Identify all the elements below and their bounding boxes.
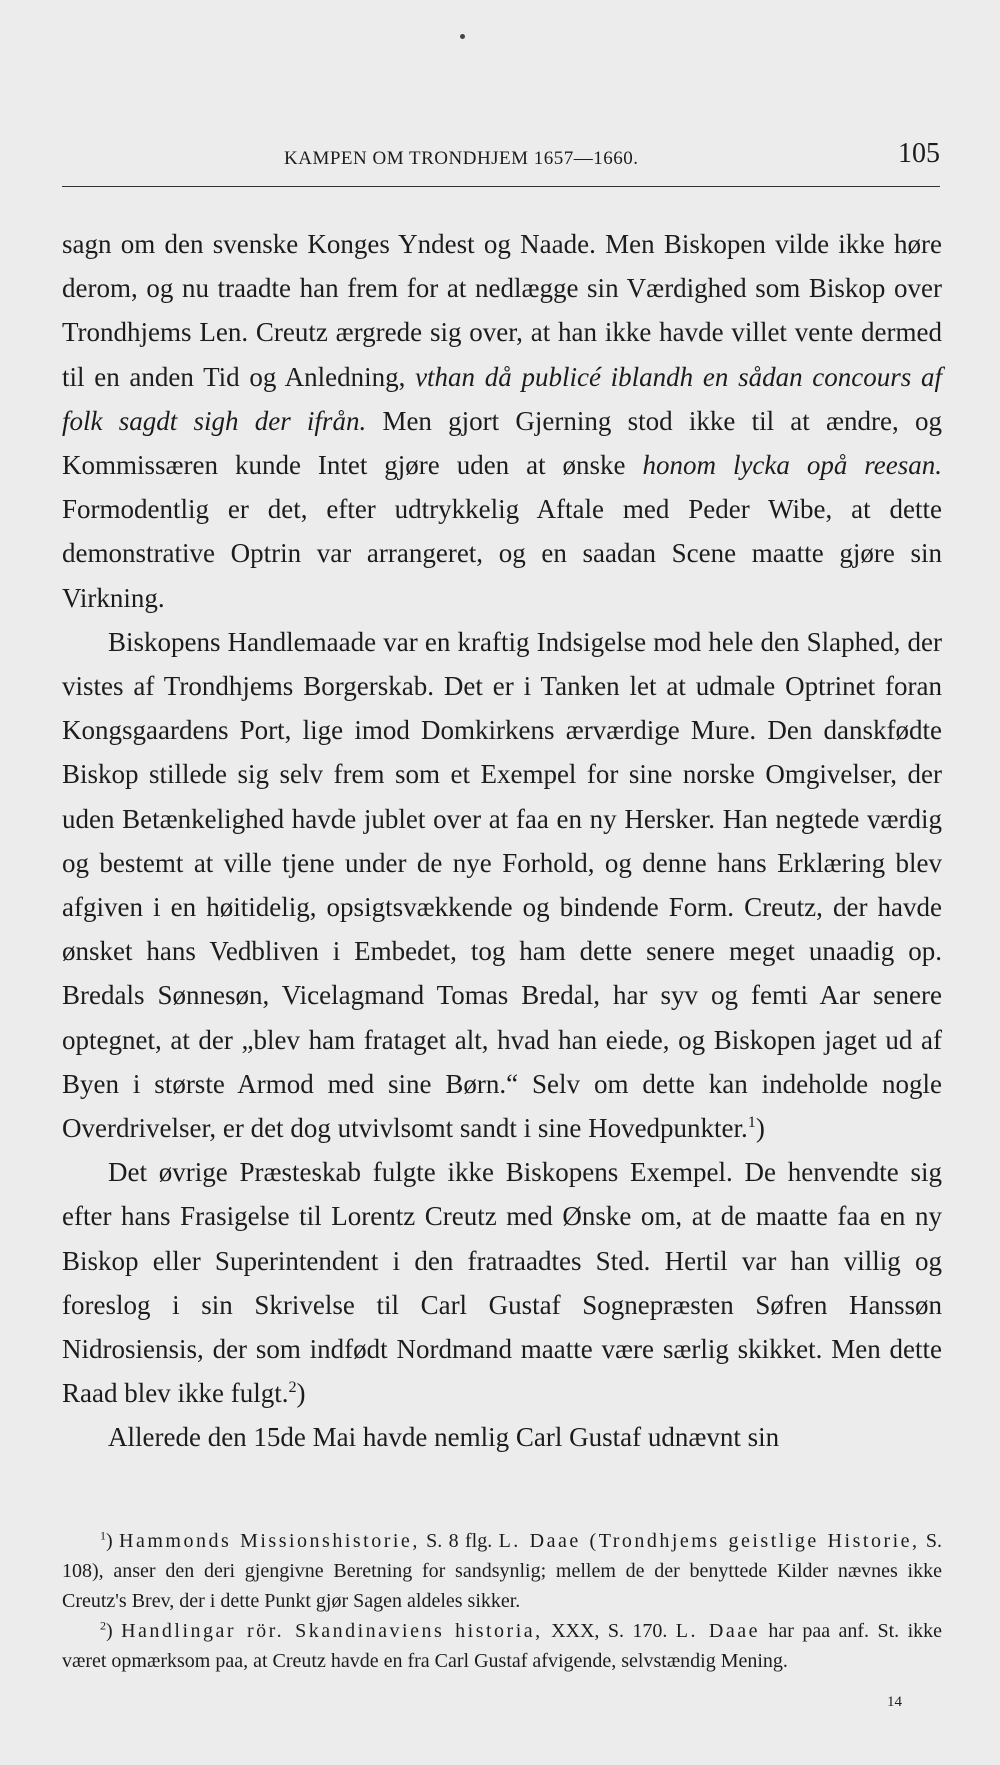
text-run: sagn om den svenske Konges Yndest og Naade. Men Biskopen vilde ikke høre derom, og nu traadte han frem for at nedlægge sin Værdighed som Biskop over Trondhjems Len. Creutz ærgrede sig over, at han ikke havde villet vente dermed til en anden Tid og Anledning, (62, 229, 942, 392)
text-run: S. 8 flg. (419, 1530, 499, 1552)
text-run: ) (106, 1530, 120, 1552)
text-run: har paa anf. St. ikke været opmærksom paa, at Creutz havde en fra Carl Gustaf afvigende, selvstændig Mening. (62, 1620, 942, 1672)
header-rule (62, 186, 940, 187)
footnote-ref: 1 (747, 1113, 756, 1132)
paragraph (62, 1150, 942, 1415)
footnote (62, 1526, 942, 1616)
text-run: Det øvrige Præsteskab fulgte ikke Biskopens Exempel. De henvendte sig efter hans Frasigelse til Lorentz Creutz med Ønske om, at de maatte faa en ny Biskop eller Superintendent i den fratraadtes Sted. Hertil var han villig og foreslog i sin Skrivelse til Carl Gustaf Sognepræsten Søfren Hanssøn Nidrosiensis, der som indfødt Nordmand maatte være særlig skikket. Men dette Raad blev ikke fulgt. (62, 1157, 942, 1409)
footnote-mark: 1 (100, 1528, 106, 1543)
text-run: ) (106, 1620, 122, 1642)
running-header (62, 138, 940, 178)
text-run: ) (296, 1378, 306, 1409)
running-title: KAMPEN OM TRONDHJEM 1657—1660. (284, 148, 639, 169)
text-run: Men gjort Gjerning stod ikke til at ændre, og Kommissæren kunde Intet gjøre uden at ønske (62, 405, 942, 481)
source-title: Handlingar rör. Skandinaviens historia, (121, 1620, 543, 1642)
footnote-ref: 2 (288, 1378, 297, 1397)
text-run: S. 108), anser den deri gjengivne Beretning for sandsynlig; mellem de der benyttede Kilder nævnes ikke Creutz's Brev, der i dette Punkt gjør Sagen aldeles sikker. (62, 1530, 943, 1612)
paragraph (62, 222, 942, 620)
source-title: L. Daae (Trondhjems geistlige Historie, (498, 1530, 920, 1552)
text-run: ) (755, 1113, 765, 1144)
footnote-mark: 2 (100, 1618, 106, 1633)
paragraph: Allerede den 15de Mai havde nemlig Carl Gustaf udnævnt sin (108, 1422, 780, 1453)
text-run: XXX, S. 170. (542, 1620, 676, 1642)
page-number: 105 (898, 138, 940, 169)
text-run: Formodentlig er det, efter udtrykkelig Aftale med Peder Wibe, at dette demonstrative Optrin var arrangeret, og en saadan Scene maatte gjøre sin Virkning. (62, 494, 942, 613)
text-run: Biskopens Handlemaade var en kraftig Indsigelse mod hele den Slaphed, der vistes af Trondhjems Borgerskab. Det er i Tanken let at udmale Optrinet foran Kongsgaardens Port, lige imod Domkirkens ærværdige Mure. Den danskfødte Biskop stillede sig selv frem som et Exempel for sine norske Omgivelser, der uden Betænkelighed havde jublet over at faa en ny Hersker. Han negtede værdig og bestemt at ville tjene under de nye Forhold, og denne hans Erklæring blev afgiven i en høitidelig, opsigtsvækkende og bindende Form. Creutz, der havde ønsket hans Vedbliven i Embedet, tog ham dette senere meget unaadig op. Bredals Sønnesøn, Vicelagmand Tomas Bredal, har syv og femti Aar senere optegnet, at der „blev ham frataget alt, hvad han eiede, og Biskopen jaget ud af Byen i største Armod med sine Børn.“ Selv om dette kan indeholde nogle Overdrivelser, er det dog utvivlsomt sandt i sine Hovedpunkter. (62, 626, 942, 1144)
footnotes (62, 1526, 942, 1676)
swedish-quote: honom lycka opå reesan. (642, 450, 943, 481)
ink-speck (460, 34, 465, 39)
source-title: Hammonds Missionshistorie, (119, 1530, 420, 1552)
source-title: L. Daae (675, 1620, 760, 1642)
swedish-quote: vthan då publicé iblandh en sådan concours af folk sagdt sigh der ifrån. (62, 361, 943, 436)
paragraph (62, 620, 942, 1150)
printer-signature: 14 (887, 1694, 902, 1710)
footnote (62, 1616, 942, 1676)
main-text (62, 222, 942, 1460)
